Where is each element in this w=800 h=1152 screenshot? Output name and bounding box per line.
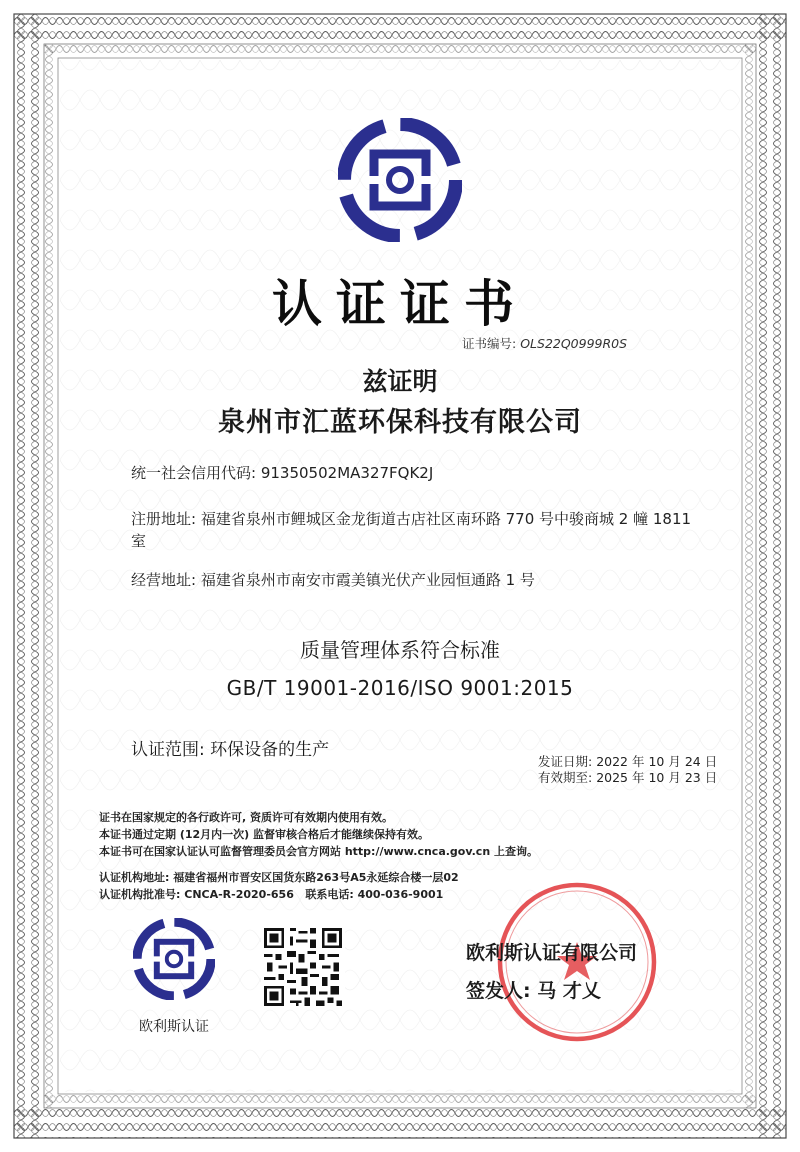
issue-date-label: 发证日期: bbox=[538, 754, 593, 769]
standard-title: 质量管理体系符合标准 bbox=[300, 638, 500, 662]
certification-scope bbox=[131, 735, 329, 760]
issuer-address-label: 认证机构地址: bbox=[99, 871, 170, 884]
approval-label: 认证机构批准号: bbox=[99, 888, 181, 901]
issuer-name: 欧利斯认证有限公司 bbox=[466, 942, 638, 964]
note-line-3: 本证书可在国家认证认可监督管理委员会官方网站 http://www.cnca.gov.cn 上查询。 bbox=[99, 845, 538, 858]
olis-logo bbox=[338, 118, 462, 242]
certificate-number bbox=[462, 334, 627, 352]
business-address-label: 经营地址: bbox=[131, 571, 197, 589]
note-line-1: 证书在国家规定的各行政许可, 资质许可有效期内使用有效。 bbox=[99, 811, 394, 824]
scope-value: 环保设备的生产 bbox=[210, 740, 330, 760]
approval-line bbox=[99, 886, 443, 902]
credit-code-value: 91350502MA327FQK2J bbox=[260, 464, 434, 482]
hereby-heading: 兹证明 bbox=[362, 367, 438, 396]
certificate-number-value: OLS22Q0999R0S bbox=[520, 336, 628, 351]
expiry-date-label: 有效期至: bbox=[538, 770, 593, 785]
certificate-number-label: 证书编号: bbox=[462, 336, 517, 351]
qr-code[interactable] bbox=[261, 925, 345, 1009]
signer-line: 签发人: 马 才乂 bbox=[466, 980, 601, 1002]
credit-code-line bbox=[131, 462, 433, 483]
issue-date-value: 2022 年 10 月 24 日 bbox=[596, 754, 718, 769]
registered-address-line bbox=[131, 508, 701, 552]
expiry-date-value: 2025 年 10 月 23 日 bbox=[596, 770, 718, 785]
company-name: 泉州市汇蓝环保科技有限公司 bbox=[218, 407, 582, 438]
registered-address-value: 福建省泉州市鲤城区金龙街道古店社区南环路 770 号中骏商城 2 幢 1811 室 bbox=[131, 510, 692, 550]
registered-address-label: 注册地址: bbox=[131, 510, 197, 528]
expiry-date bbox=[538, 768, 717, 786]
phone-label: 联系电话: bbox=[305, 888, 354, 901]
approval-value: CNCA-R-2020-656 bbox=[184, 888, 294, 901]
phone-value: 400-036-9001 bbox=[357, 888, 444, 901]
scope-label: 认证范围: bbox=[131, 740, 205, 760]
certificate-title: 认证证书 bbox=[272, 275, 528, 333]
business-address-line bbox=[131, 569, 535, 590]
credit-code-label: 统一社会信用代码: bbox=[131, 464, 257, 482]
issuer-address-value: 福建省福州市晋安区国货东路263号A5永延综合楼一层02 bbox=[173, 871, 459, 884]
footer-logo-label: 欧利斯认证 bbox=[139, 1019, 209, 1035]
standard-code: GB/T 19001-2016/ISO 9001:2015 bbox=[226, 676, 574, 700]
olis-footer-logo bbox=[133, 918, 215, 1000]
issuer-address bbox=[99, 869, 459, 885]
note-line-2: 本证书通过定期 (12月内一次) 监督审核合格后才能继续保持有效。 bbox=[99, 828, 430, 841]
business-address-value: 福建省泉州市南安市霞美镇光伏产业园恒通路 1 号 bbox=[200, 571, 535, 589]
